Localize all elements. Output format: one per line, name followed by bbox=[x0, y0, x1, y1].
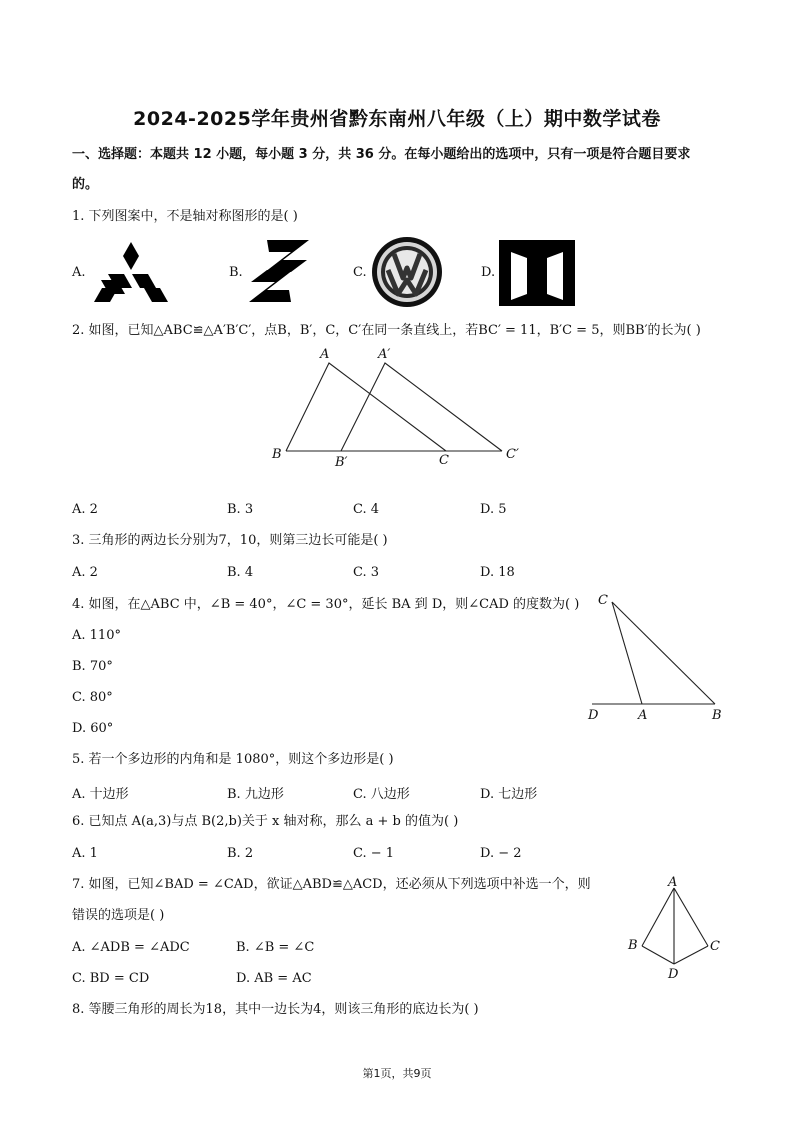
q1-option-a-label: A. bbox=[72, 265, 86, 280]
q3-option-c[interactable]: C. 3 bbox=[353, 565, 380, 580]
q7-label-d: D bbox=[668, 967, 679, 982]
q2-label-c-prime: C′ bbox=[506, 447, 519, 462]
q7-option-a[interactable]: A. ∠ADB = ∠ADC bbox=[72, 940, 190, 955]
q3-option-d[interactable]: D. 18 bbox=[480, 565, 515, 580]
section-heading-line1: 一、选择题：本题共 12 小题，每小题 3 分，共 36 分。在每小题给出的选项中，只有一项是符合题目要求 bbox=[72, 147, 691, 162]
q1-option-c-label: C. bbox=[353, 265, 367, 280]
q7-stem-line2: 错误的选项是( ) bbox=[72, 908, 165, 923]
q2-label-a: A bbox=[320, 347, 330, 362]
q4-stem: 4. 如图，在△ABC 中，∠B = 40°，∠C = 30°，延长 BA 到 D，则∠CAD 的度数为( ) bbox=[72, 597, 580, 612]
q7-stem-line1: 7. 如图，已知∠BAD = ∠CAD，欲证△ABD≌△ACD，还必须从下列选项中补选一个，则 bbox=[72, 877, 591, 892]
page-title: 2024-2025学年贵州省黔东南州八年级（上）期中数学试卷 bbox=[133, 108, 661, 130]
q2-label-b: B bbox=[272, 447, 282, 462]
q2-label-b-prime: B′ bbox=[335, 455, 348, 470]
q5-option-b[interactable]: B. 九边形 bbox=[227, 787, 284, 802]
q4-option-d[interactable]: D. 60° bbox=[72, 721, 114, 736]
q7-option-c[interactable]: C. BD = CD bbox=[72, 971, 150, 986]
q6-option-b[interactable]: B. 2 bbox=[227, 846, 254, 861]
q4-option-b[interactable]: B. 70° bbox=[72, 659, 113, 674]
q7-label-c: C bbox=[710, 939, 720, 954]
q6-option-a[interactable]: A. 1 bbox=[72, 846, 98, 861]
mitsubishi-logo-icon bbox=[92, 240, 170, 304]
q8-stem: 8. 等腰三角形的周长为18，其中一边长为4，则该三角形的底边长为( ) bbox=[72, 1002, 479, 1017]
q4-label-c: C bbox=[598, 593, 608, 608]
q2-stem: 2. 如图，已知△ABC≌△A′B′C′，点B，B′，C，C′在同一条直线上，若BC′ = 11，B′C = 5，则BB′的长为( ) bbox=[72, 323, 701, 338]
q5-option-a[interactable]: A. 十边形 bbox=[72, 787, 129, 802]
q1-option-d-label: D. bbox=[481, 265, 496, 280]
q1-stem: 1. 下列图案中，不是轴对称图形的是( ) bbox=[72, 209, 298, 224]
q1-option-b-label: B. bbox=[229, 265, 243, 280]
q7-label-b: B bbox=[628, 938, 638, 953]
q7-option-d[interactable]: D. AB = AC bbox=[236, 971, 312, 986]
q2-option-b[interactable]: B. 3 bbox=[227, 502, 254, 517]
q2-option-c[interactable]: C. 4 bbox=[353, 502, 380, 517]
q6-option-c[interactable]: C. − 1 bbox=[353, 846, 395, 861]
q4-label-d: D bbox=[588, 708, 599, 723]
q2-option-a[interactable]: A. 2 bbox=[72, 502, 98, 517]
bts-logo-icon bbox=[499, 240, 575, 306]
q2-triangles-figure bbox=[268, 340, 538, 470]
suzuki-logo-icon bbox=[245, 238, 313, 304]
q4-label-a: A bbox=[638, 708, 648, 723]
q7-kite-figure bbox=[620, 872, 730, 982]
page-footer: 第1页，共9页 bbox=[362, 1067, 432, 1080]
q5-option-d[interactable]: D. 七边形 bbox=[480, 787, 538, 802]
q4-triangle-figure bbox=[582, 588, 732, 724]
q7-label-a: A bbox=[668, 875, 678, 890]
q3-option-b[interactable]: B. 4 bbox=[227, 565, 254, 580]
volkswagen-logo-icon bbox=[370, 236, 444, 308]
q2-option-d[interactable]: D. 5 bbox=[480, 502, 507, 517]
q4-option-a[interactable]: A. 110° bbox=[72, 628, 121, 643]
q5-stem: 5. 若一个多边形的内角和是 1080°，则这个多边形是( ) bbox=[72, 752, 394, 767]
q3-option-a[interactable]: A. 2 bbox=[72, 565, 98, 580]
q2-label-c: C bbox=[439, 453, 449, 468]
q4-option-c[interactable]: C. 80° bbox=[72, 690, 113, 705]
q6-option-d[interactable]: D. − 2 bbox=[480, 846, 522, 861]
q4-label-b: B bbox=[712, 708, 722, 723]
q5-option-c[interactable]: C. 八边形 bbox=[353, 787, 410, 802]
q6-stem: 6. 已知点 A(a,3)与点 B(2,b)关于 x 轴对称，那么 a + b 的值为( ) bbox=[72, 814, 459, 829]
q3-stem: 3. 三角形的两边长分别为7，10，则第三边长可能是( ) bbox=[72, 533, 388, 548]
section-heading-line2: 的。 bbox=[72, 177, 99, 192]
q7-option-b[interactable]: B. ∠B = ∠C bbox=[236, 940, 315, 955]
q2-label-a-prime: A′ bbox=[378, 347, 391, 362]
